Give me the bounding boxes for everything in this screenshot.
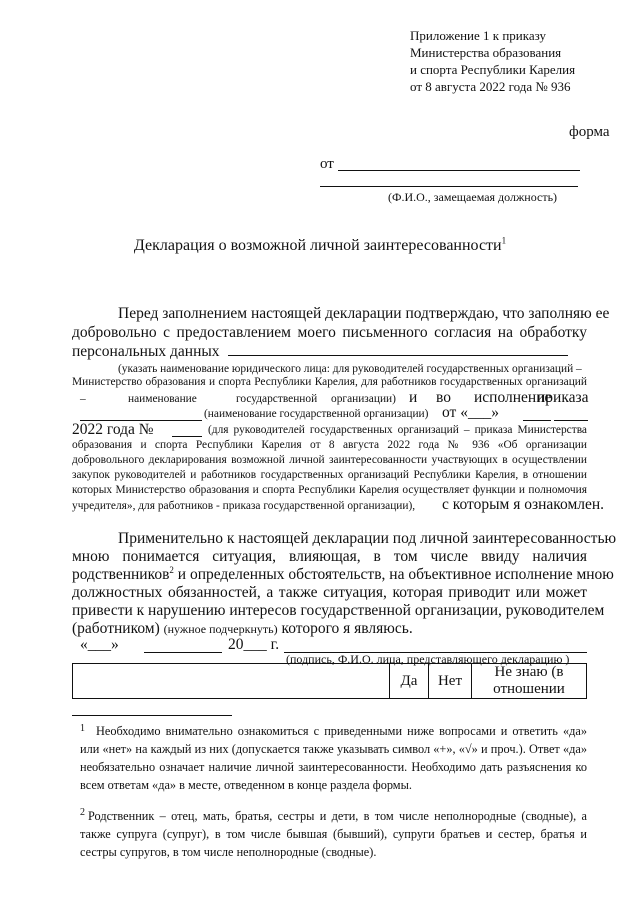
- appendix-line: Приложение 1 к приказу: [410, 28, 547, 43]
- answer-table: [72, 663, 587, 699]
- para2-text: и определенных обстоятельств, на объективное исполнение мною: [177, 566, 614, 583]
- order-number-fill-line[interactable]: [172, 436, 202, 437]
- para2-line: Применительно к настоящей декларации под личной заинтересованностью: [118, 530, 617, 547]
- order-month-fill-line-2[interactable]: [554, 420, 588, 421]
- para1-word: приказа: [537, 389, 589, 406]
- footnote-ref: 2: [169, 564, 174, 575]
- note-line: образования и спорта Республики Карелия от 8 августа 2022 года № 936 «Об организации: [72, 439, 587, 451]
- footnote-separator: [72, 715, 232, 716]
- footnote-line: сестры супругов, в том числе неполнородные (сводные).: [80, 845, 377, 859]
- note-line: (указать наименование юридического лица: для руководителей государственных организаций –: [118, 363, 582, 375]
- footnote-line: всем ответам «да» в месте, отведенном в конце раздела формы.: [80, 778, 412, 792]
- para2-line: мною понимается ситуация, влияющая, в том числе ввиду наличия: [72, 548, 587, 565]
- para1-word: исполнение: [474, 389, 552, 406]
- appendix-line: Министерства образования: [410, 45, 562, 60]
- note-line: закупок руководителей и работников государственных организаций Республики Карелия, в отношении: [72, 469, 587, 481]
- no-header-cell[interactable]: Нет: [429, 664, 472, 699]
- appendix-header: [410, 27, 575, 95]
- para1-word: и: [409, 389, 418, 406]
- para1-line: Перед заполнением настоящей декларации подтверждаю, что заполняю ее: [118, 305, 610, 322]
- order-date-day: от «___»: [442, 404, 499, 421]
- note-word: государственной: [236, 393, 318, 405]
- note-word: наименование: [128, 393, 197, 405]
- sign-date-day: «___»: [80, 636, 119, 653]
- footnote-mark: 2: [80, 807, 85, 818]
- para1-line: добровольно с предоставлением моего письменного согласия на обработку: [72, 324, 587, 341]
- note-line: учредителя», для работников - приказа государственной организации),: [72, 500, 416, 512]
- footnote-ref: 1: [501, 235, 507, 246]
- question-header-cell: [73, 664, 390, 699]
- position-fill-line[interactable]: [320, 186, 578, 187]
- footnote-line: Необходимо внимательно ознакомиться с приведенными ниже вопросами и ответить «да»: [96, 724, 587, 738]
- note-line: добровольного декларирования возможной личной заинтересованности участвующих в осуществлении: [72, 454, 587, 466]
- note-word: –: [80, 393, 86, 405]
- para2-text: (работником): [72, 620, 160, 637]
- footnote-line: необязательно означает наличие личной заинтересованности. Необходимо дать разъяснения ко: [80, 760, 587, 774]
- para2-line: [72, 564, 614, 584]
- relatives-text: родственников: [72, 566, 170, 583]
- para1-line: персональных данных: [72, 343, 220, 360]
- underline-hint: (нужное подчеркнуть): [163, 622, 278, 636]
- appendix-line: и спорта Республики Карелия: [410, 62, 576, 77]
- para2-line: привести к нарушению интересов государственной организации, руководителем: [72, 602, 605, 619]
- from-fill-line[interactable]: [338, 170, 580, 171]
- para2-text: которого я являюсь.: [281, 620, 413, 637]
- appendix-line: от 8 августа 2022 года № 936: [410, 79, 571, 94]
- footnote-line: также супруга (супруг), в том числе бывшая (бывший), супруги братьев и сестер, братья и: [80, 827, 587, 841]
- legal-entity-fill-line[interactable]: [228, 355, 568, 356]
- yes-header-cell[interactable]: Да: [390, 664, 429, 699]
- table-row: [73, 664, 587, 699]
- from-label: от: [320, 156, 334, 172]
- order-year: 2022 года №: [72, 421, 154, 438]
- para2-line: должностных обязанностей, а также ситуация, которая приводит или может: [72, 584, 587, 601]
- footnote-line: Родственник – отец, мать, братья, сестры и дети, в том числе неполнородные (сводные), а: [88, 809, 587, 823]
- org-name-caption: (наименование государственной организации): [204, 408, 429, 420]
- sign-year: 20___ г.: [228, 636, 280, 653]
- note-line: (для руководителей государственных организаций – приказа Министерства: [208, 424, 587, 436]
- footnote-mark: 1: [80, 723, 85, 734]
- fio-caption: (Ф.И.О., замещаемая должность): [388, 190, 558, 204]
- document-title: [0, 237, 640, 255]
- form-label: форма: [569, 124, 610, 140]
- order-month-fill-line[interactable]: [523, 420, 551, 421]
- dont-know-header-cell[interactable]: Не знаю (в отношении: [472, 664, 587, 699]
- signature-caption: (подпись, Ф.И.О. лица, представляющего декларацию ): [286, 652, 570, 666]
- sign-month-fill-line[interactable]: [144, 652, 222, 653]
- acknowledged-text: с которым я ознакомлен.: [442, 496, 605, 513]
- title-text: Декларация о возможной личной заинтересованности: [133, 237, 502, 254]
- para1-word: во: [436, 389, 451, 406]
- note-line: Министерство образования и спорта Республики Карелия, для работников государственных организаций: [72, 376, 587, 388]
- note-line: которых Министерство образования и спорта Республики Карелия осуществляет функции и полномочия: [72, 484, 587, 496]
- note-word: организации): [331, 393, 396, 405]
- footnote-line: или «нет» на каждый из них (допускается также указывать символ «+», «√» и проч.). Ответ «да»: [80, 742, 587, 756]
